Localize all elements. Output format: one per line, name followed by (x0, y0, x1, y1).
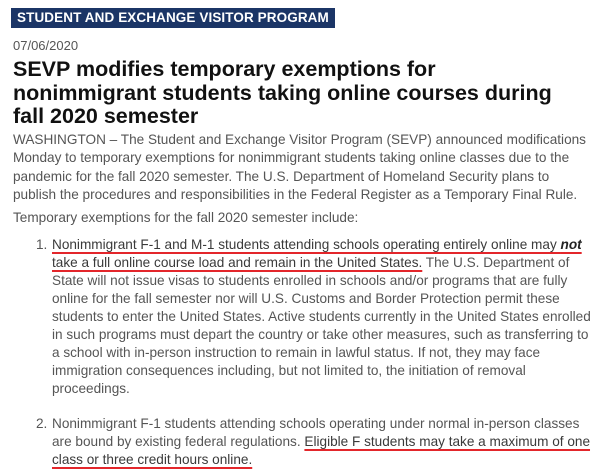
list-item-text: Nonimmigrant F-1 students attending schools operating under normal in-person classes are bound by existing federal regulations. (52, 416, 580, 449)
intro-paragraph: WASHINGTON – The Student and Exchange Visitor Program (SEVP) announced modifications Monday to temporary exemptions for nonimmigrant students taking online classes due to the pandemic for the fall 2020 semester. The U.S. Department of Homeland Security plans to publish the procedures and responsibilities in the Federal Register as a Temporary Final Rule. (13, 132, 586, 202)
list-lead: Temporary exemptions for the fall 2020 semester include: (13, 210, 359, 225)
list-item-text: The U.S. Department of State will not issue visas to students enrolled in schools and/or programs that are fully online for the fall semester nor will U.S. Customs and Border Protection permit these students to enter the United States. Active students currently in the United States enrolled in such programs must depart the country or take other measures, such as transferring to a school with in-person instruction to remain in lawful status. If not, they may face immigration consequences including, but not limited to, the initiation of removal proceedings. (52, 255, 591, 396)
page-title: SEVP modifies temporary exemptions for nonimmigrant students taking online courses during fall 2020 semester (13, 57, 552, 128)
highlighted-text: Eligible F students may take a maximum of one class or three credit hours online. (52, 434, 591, 467)
exemptions-list (0, 236, 600, 469)
list-item (0, 236, 600, 398)
highlighted-text: Nonimmigrant F-1 and M-1 students attending schools operating entirely online may not take a full online course load and remain in the United States. (52, 237, 582, 270)
publish-date: 07/06/2020 (13, 38, 79, 53)
program-banner[interactable]: STUDENT AND EXCHANGE VISITOR PROGRAM (11, 8, 335, 28)
list-item (0, 415, 600, 469)
list-item-number: 2. (36, 416, 48, 431)
list-item-number: 1. (36, 237, 48, 252)
emphasis-not: not (560, 237, 582, 252)
